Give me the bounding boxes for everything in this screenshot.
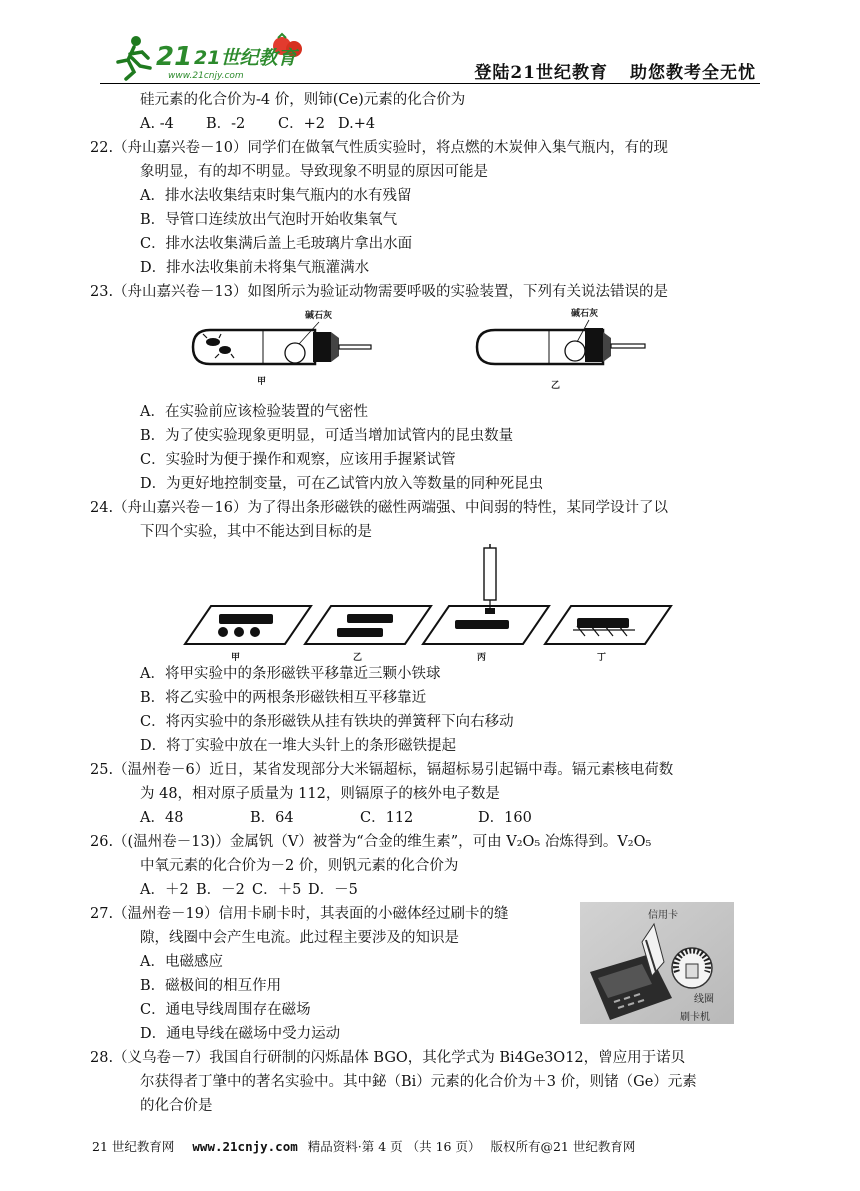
q28-stem-3: 的化合价是 — [140, 1098, 213, 1114]
svg-text:乙: 乙 — [353, 653, 363, 662]
q22-option-c: C．排水法收集满后盖上毛玻璃片拿出水面 — [140, 236, 413, 252]
footer-site-link[interactable]: www.21cnjy.com — [192, 1139, 298, 1154]
q28-stem-1: 28.（义乌卷－7）我国自行研制的闪烁晶体 BGO，其化学式为 Bi4Ge3O12，曾应用于诺贝 — [90, 1050, 686, 1066]
q21-option-a: A. -4 — [140, 116, 174, 132]
experiment-bing — [423, 544, 549, 662]
svg-text:信用卡: 信用卡 — [648, 910, 678, 921]
q25-stem-1: 25.（温州卷－6）近日，某省发现部分大米镉超标，镉超标易引起镉中毒。镉元素核电荷数 — [90, 762, 674, 778]
svg-text:21世纪教育: 21世纪教育 — [194, 47, 297, 69]
test-tube-diagram — [115, 304, 765, 400]
page-footer — [92, 1137, 772, 1155]
svg-text:丙: 丙 — [477, 653, 487, 662]
q23-option-b: B．为了使实验现象更明显，可适当增加试管内的昆虫数量 — [140, 428, 514, 444]
q25-options — [115, 806, 765, 830]
q21-option-d: D.+4 — [338, 116, 376, 132]
tube-jia — [193, 309, 371, 387]
q27-option-c: C．通电导线周围存在磁场 — [140, 1002, 311, 1018]
q22-stem-1: 22.（舟山嘉兴卷－10）同学们在做氧气性质实验时，将点燃的木炭伸入集气瓶内，有的现 — [90, 140, 669, 156]
q25-option-d: D．160 — [478, 810, 532, 826]
q24-option-a: A．将甲实验中的条形磁铁平移靠近三颗小铁球 — [140, 666, 441, 682]
coil-icon — [672, 948, 712, 988]
q23-option-c: C．实验时为便于操作和观察，应该用手握紧试管 — [140, 452, 456, 468]
q26-option-d: D．－5 — [308, 882, 358, 898]
page-header — [100, 28, 760, 86]
q25-option-a: A．48 — [140, 810, 184, 826]
q26-stem-1: 26.（(温州卷－13)）金属钒（V）被誉为“合金的维生素”，可由 V₂O₅ 冶炼得到。V₂O₅ — [90, 834, 652, 850]
q27-block — [90, 902, 765, 1046]
footer-page-info: 精品资料·第 4 页 （共 16 页） — [307, 1139, 481, 1154]
q27-option-a: A．电磁感应 — [140, 954, 223, 970]
svg-text:丁: 丁 — [597, 653, 607, 662]
tube-yi — [477, 307, 645, 391]
site-logo — [110, 32, 310, 82]
svg-text:乙: 乙 — [551, 381, 561, 391]
svg-text:碱石灰: 碱石灰 — [571, 309, 599, 319]
q24-stem-1: 24.（舟山嘉兴卷－16）为了得出条形磁铁的磁性两端强、中间弱的特性，某同学设计了以 — [90, 500, 669, 516]
q22-option-b: B．导管口连续放出气泡时开始收集氧气 — [140, 212, 398, 228]
q24-option-b: B．将乙实验中的两根条形磁铁相互平移靠近 — [140, 690, 427, 706]
q27-stem-2: 隙，线圈中会产生电流。此过程主要涉及的知识是 — [140, 930, 459, 946]
header-divider — [100, 83, 760, 84]
q28-stem-2: 尔获得者丁肇中的著名实验中。其中鉍（Bi）元素的化合价为＋3 价，则锗（Ge）元素 — [140, 1074, 697, 1090]
header-slogan — [452, 58, 756, 83]
svg-text:www.21cnjy.com: www.21cnjy.com — [168, 71, 244, 81]
q21-continuation: 硅元素的化合价为-4 价，则铈(Ce)元素的化合价为 — [140, 92, 466, 108]
experiment-ding — [545, 606, 671, 662]
svg-text:甲: 甲 — [231, 653, 241, 662]
svg-text:刷卡机: 刷卡机 — [680, 1012, 710, 1023]
q26-options — [115, 878, 765, 902]
svg-text:碱石灰: 碱石灰 — [305, 311, 333, 321]
card-reader-photo — [580, 902, 734, 1024]
q24-option-c: C．将丙实验中的条形磁铁从挂有铁块的弹簧秤下向右移动 — [140, 714, 514, 730]
q21-option-b: B．-2 — [206, 116, 246, 132]
q25-option-b: B．64 — [250, 810, 294, 826]
q22-stem-2: 象明显，有的却不明显。导致现象不明显的原因可能是 — [140, 164, 488, 180]
magnet-experiment-diagram — [115, 544, 765, 662]
footer-left: 21 世纪教育网 — [92, 1139, 175, 1154]
q26-stem-2: 中氧元素的化合价为－2 价，则钒元素的化合价为 — [140, 858, 459, 874]
svg-text:线圈: 线圈 — [694, 994, 714, 1005]
svg-text:甲: 甲 — [257, 377, 267, 387]
slogan-login: 登陆21世纪教育 — [474, 63, 608, 83]
q21-options — [115, 112, 765, 136]
q27-option-d: D．通电导线在磁场中受力运动 — [140, 1026, 341, 1042]
q23-option-a: A．在实验前应该检验装置的气密性 — [140, 404, 368, 420]
experiment-yi — [305, 606, 431, 662]
question-list — [90, 88, 765, 1118]
footer-copyright: 版权所有@21 世纪教育网 — [490, 1139, 636, 1154]
q26-option-b: B．－2 — [196, 882, 245, 898]
experiment-jia — [185, 606, 311, 662]
q24-stem-2: 下四个实验，其中不能达到目标的是 — [140, 524, 372, 540]
svg-text:21: 21 — [156, 42, 193, 72]
spring-scale-icon — [484, 548, 496, 600]
q24-figure — [115, 544, 765, 662]
q23-stem: 23.（舟山嘉兴卷－13）如图所示为验证动物需要呼吸的实验装置，下列有关说法错误的是 — [90, 284, 669, 300]
q22-option-d: D．排水法收集前未将集气瓶灌满水 — [140, 260, 370, 276]
insect-icon — [203, 334, 234, 358]
q22-option-a: A．排水法收集结束时集气瓶内的水有残留 — [140, 188, 412, 204]
q27-option-b: B．磁极间的相互作用 — [140, 978, 282, 994]
q23-figure — [115, 304, 765, 400]
q26-option-a: A．＋2 — [140, 882, 189, 898]
running-man-icon — [118, 36, 150, 79]
slogan-help: 助您教考全无忧 — [630, 63, 756, 83]
q25-option-c: C．112 — [360, 810, 414, 826]
q21-option-c: C．+2 — [278, 116, 325, 132]
q27-stem-1: 27.（温州卷－19）信用卡刷卡时，其表面的小磁体经过刷卡的缝 — [90, 906, 509, 922]
q23-option-d: D．为更好地控制变量，可在乙试管内放入等数量的同种死昆虫 — [140, 476, 544, 492]
q24-option-d: D．将丁实验中放在一堆大头针上的条形磁铁提起 — [140, 738, 457, 754]
q25-stem-2: 为 48，相对原子质量为 112，则镉原子的核外电子数是 — [140, 786, 500, 802]
q26-option-c: C．＋5 — [252, 882, 302, 898]
